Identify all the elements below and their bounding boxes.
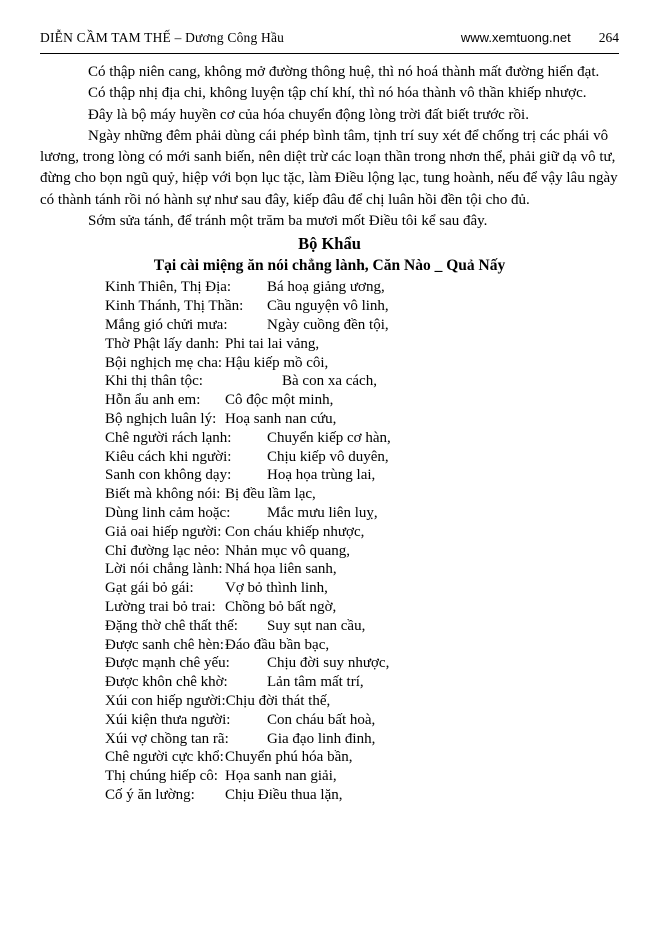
list-item [105, 391, 619, 410]
list-item [105, 278, 619, 297]
paragraph: Ngày những đêm phải dùng cái phép bình tâm, tịnh trí suy xét để chống trị các phái vô lương, trong lòng có mới sanh biến, nên diệt trừ các loạn thần trong nhơn thể, phải giữ dạ vô tư, đừng cho bọn ngũ quỷ, hiệp với bọn lục tặc, làm Điều lộng lạc, tung hoành, nếu để vậy lâu ngày có thành tánh rồi nó hành sự như sau đây, kiếp đâu để chị luân hồi đền tội cho đủ. [40, 127, 618, 208]
cause-text: Lường trai bỏ trai: [105, 598, 216, 615]
list-item [105, 767, 619, 786]
paragraph: Có thập nhị địa chi, không luyện tập chí khí, thì nó hóa thành vô thần khiếp nhược. [88, 85, 587, 102]
cause-text: Chê người cực khổ: [105, 749, 224, 766]
cause-text: Được sanh chê hèn: [105, 636, 224, 653]
list-item [105, 542, 619, 561]
book-title: DIỄN CẦM TAM THẾ – Dương Công Hầu [40, 30, 285, 45]
cause-text: Giả oai hiếp người: [105, 523, 222, 540]
list-item [105, 598, 619, 617]
list-item [105, 429, 619, 448]
effect-text: Ngày cuồng đền tội, [267, 316, 389, 333]
paragraph: Đây là bộ máy huyền cơ của hóa chuyển động lòng trời đất biết trước rồi. [88, 106, 529, 123]
cause-text: Bộ nghịch luân lý: [105, 410, 217, 427]
cause-text: Kiêu cách khi người: [105, 448, 232, 465]
paragraph: Sớm sửa tánh, để tránh một trăm ba mươi mốt Điều tôi kể sau đây. [88, 213, 488, 230]
effect-text: Vợ bỏ thình linh, [225, 580, 328, 597]
effect-text: Chịu Điều thua lặn, [225, 786, 343, 803]
list-item [105, 748, 619, 767]
list-item [105, 485, 619, 504]
website-url: www.xemtuong.net [460, 30, 571, 45]
effect-text: Bà con xa cách, [282, 373, 377, 390]
cause-text: Sanh con không dạy: [105, 467, 232, 484]
effect-text: Cô độc một minh, [225, 392, 334, 409]
effect-text: Đáo đầu bần bạc, [225, 636, 330, 653]
effect-text: Phi tai lai vảng, [225, 335, 320, 352]
effect-text: Bá hoạ giảng ương, [267, 279, 385, 296]
effect-text: Hoạ họa trùng lai, [267, 467, 376, 484]
cause-text: Được mạnh chê yếu: [105, 655, 230, 672]
cause-text: Xúi con hiếp người: [105, 692, 226, 709]
effect-text: Chịu kiếp vô duyên, [267, 448, 389, 465]
cause-effect-list [105, 278, 619, 804]
cause-text: Chê người rách lạnh: [105, 429, 232, 446]
cause-text: Xúi vợ chồng tan rã: [105, 730, 229, 747]
cause-text: Chỉ đường lạc nẻo: [105, 542, 220, 559]
cause-text: Dùng linh cảm hoặc: [105, 504, 231, 521]
cause-text: Được khôn chê khờ: [105, 674, 228, 691]
list-item [105, 692, 619, 711]
list-item [105, 354, 619, 373]
cause-text: Thờ Phật lấy danh: [105, 335, 220, 352]
effect-text: Chồng bỏ bất ngờ, [225, 598, 337, 615]
list-item [105, 560, 619, 579]
list-item [105, 730, 619, 749]
effect-text: Nhản mục vô quang, [225, 542, 350, 559]
effect-text: Họa sanh nan giải, [225, 768, 337, 785]
list-item [105, 673, 619, 692]
list-item [105, 504, 619, 523]
page-header [40, 30, 619, 54]
cause-text: Biết mà không nói: [105, 486, 221, 503]
list-item [105, 297, 619, 316]
effect-text: Gia đạo linh đinh, [267, 730, 376, 747]
cause-text: Khi thị thân tộc: [105, 373, 203, 390]
section-subtitle: Tại cài miệng ăn nói chẳng lành, Căn Nào _ Quả Nấy [153, 257, 506, 275]
section-title: Bộ Khẩu [298, 234, 361, 254]
effect-text: Cầu nguyện vô linh, [267, 298, 389, 315]
effect-text: Hoạ sanh nan cứu, [225, 410, 337, 427]
cause-text: Hỗn ẩu anh em: [105, 392, 201, 409]
effect-text: Suy sụt nan cầu, [267, 617, 366, 634]
cause-text: Kinh Thánh, Thị Thần: [105, 298, 244, 315]
list-item [105, 372, 619, 391]
body-paragraphs [40, 62, 619, 232]
cause-text: Xúi kiện thưa người: [105, 711, 231, 728]
effect-text: Chịu đời thát thế, [225, 692, 331, 709]
effect-text: Con cháu khiếp nhược, [225, 523, 365, 540]
list-item [105, 410, 619, 429]
effect-text: Nhá họa liên sanh, [225, 561, 337, 578]
effect-text: Bị đều lầm lạc, [225, 486, 316, 503]
effect-text: Chịu đời suy nhược, [267, 655, 390, 672]
list-item [105, 711, 619, 730]
list-item [105, 466, 619, 485]
effect-text: Lản tâm mất trí, [267, 674, 364, 691]
effect-text: Mắc mưu liên luỵ, [267, 504, 378, 521]
list-item [105, 335, 619, 354]
cause-text: Kinh Thiên, Thị Địa: [105, 279, 232, 296]
header-right [461, 30, 619, 46]
list-item [105, 579, 619, 598]
cause-text: Đặng thờ chê thất thế: [105, 617, 238, 634]
cause-text: Cố ý ăn lường: [105, 786, 195, 803]
list-item [105, 448, 619, 467]
page-number: 264 [598, 30, 619, 45]
effect-text: Hậu kiếp mồ côi, [225, 354, 329, 371]
cause-text: Thị chúng hiếp cô: [105, 768, 218, 785]
cause-text: Mắng gió chửi mưa: [105, 316, 228, 333]
effect-text: Con cháu bất hoà, [267, 711, 376, 728]
list-item [105, 316, 619, 335]
list-item [105, 636, 619, 655]
list-item [105, 617, 619, 636]
list-item [105, 654, 619, 673]
cause-text: Lời nói chẳng lành: [105, 561, 223, 578]
list-item [105, 523, 619, 542]
list-item [105, 786, 619, 805]
cause-text: Gạt gái bỏ gái: [105, 580, 194, 597]
effect-text: Chuyển phú hóa bần, [225, 749, 353, 766]
effect-text: Chuyển kiếp cơ hàn, [267, 429, 391, 446]
paragraph: Có thập niên cang, không mở đường thông huệ, thì nó hoá thành mất đường hiển đạt. [88, 64, 600, 80]
cause-text: Bội nghịch mẹ cha: [105, 354, 223, 371]
